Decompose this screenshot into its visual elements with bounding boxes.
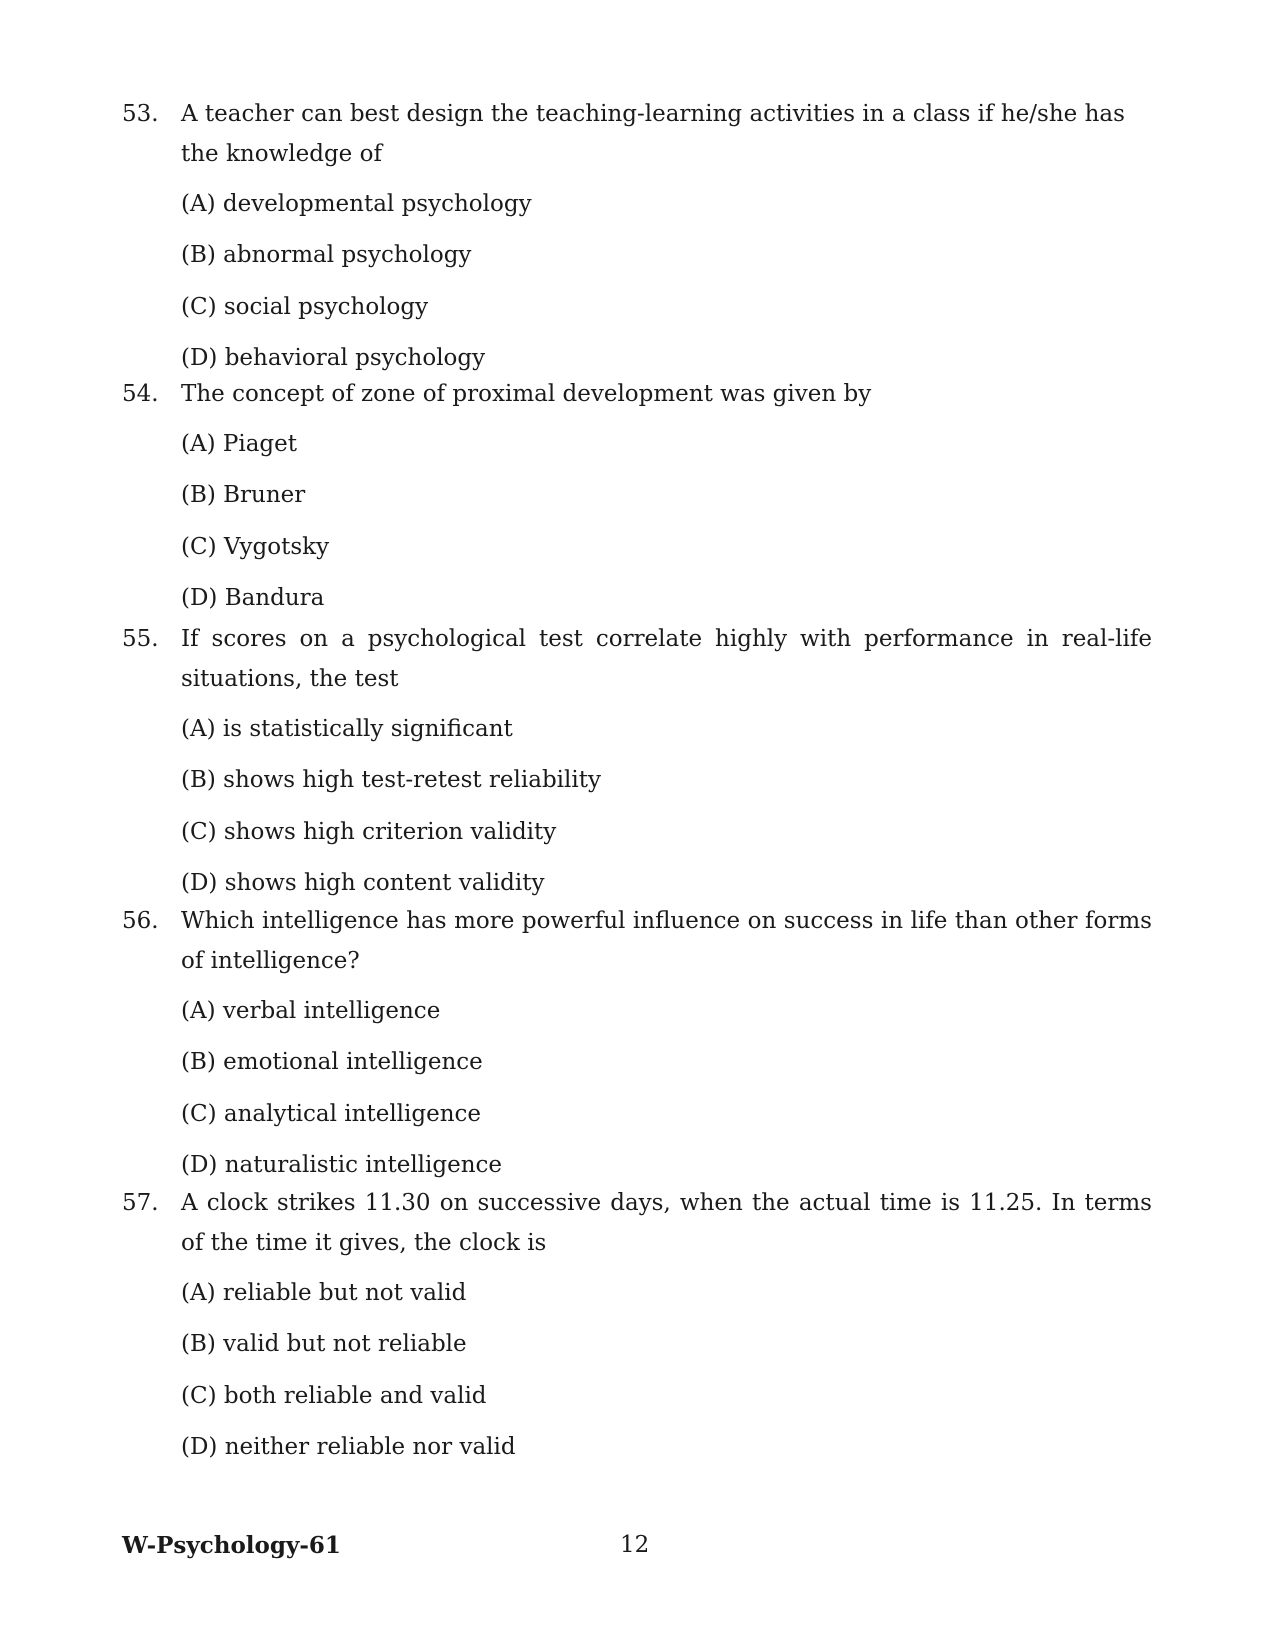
options-list — [181, 1273, 1152, 1478]
option-b: (B) abnormal psychology — [181, 242, 472, 269]
question-54 — [122, 374, 1152, 629]
question-number: 53. — [122, 101, 159, 127]
option-a: (A) reliable but not valid — [181, 1280, 467, 1306]
option-b: (B) valid but not reliable — [181, 1331, 467, 1358]
paper-code: W-Psychology-61 — [122, 1532, 341, 1559]
option-a: (A) Piaget — [181, 431, 297, 457]
option-c: (C) social psychology — [181, 293, 429, 320]
question-text: The concept of zone of proximal development was given by — [181, 381, 872, 407]
question-57 — [122, 1183, 1152, 1478]
question-number: 57. — [122, 1190, 159, 1216]
option-b: (B) Bruner — [181, 482, 306, 509]
option-c: (C) analytical intelligence — [181, 1100, 482, 1127]
question-55 — [122, 619, 1152, 914]
option-a: (A) verbal intelligence — [181, 998, 441, 1024]
options-list — [181, 991, 1152, 1196]
options-list — [181, 709, 1152, 914]
question-56 — [122, 901, 1152, 1196]
option-a: (A) developmental psychology — [181, 191, 532, 217]
question-text: A clock strikes 11.30 on successive days, when the actual time is 11.25. In terms of the time it gives, the clock is — [181, 1190, 1152, 1256]
question-number: 55. — [122, 626, 159, 652]
option-b: (B) emotional intelligence — [181, 1049, 483, 1076]
question-number: 54. — [122, 381, 159, 407]
option-d: (D) behavioral psychology — [181, 344, 486, 371]
question-text: Which intelligence has more powerful influence on success in life than other forms of intelligence? — [181, 908, 1152, 974]
option-c: (C) shows high criterion validity — [181, 818, 557, 845]
option-d: (D) shows high content validity — [181, 869, 545, 896]
question-text: If scores on a psychological test correlate highly with performance in real-life situations, the test — [181, 626, 1152, 692]
option-d: (D) Bandura — [181, 584, 325, 611]
question-number: 56. — [122, 908, 159, 934]
option-d: (D) neither reliable nor valid — [181, 1433, 516, 1460]
options-list — [181, 184, 1152, 389]
option-c: (C) both reliable and valid — [181, 1382, 487, 1409]
question-53 — [122, 94, 1152, 389]
question-text: A teacher can best design the teaching-learning activities in a class if he/she has the knowledge of — [181, 101, 1125, 167]
option-d: (D) naturalistic intelligence — [181, 1151, 503, 1178]
option-a: (A) is statistically significant — [181, 716, 513, 742]
option-c: (C) Vygotsky — [181, 533, 330, 560]
page-number: 12 — [620, 1532, 650, 1558]
option-b: (B) shows high test-retest reliability — [181, 767, 601, 794]
options-list — [181, 424, 1152, 629]
